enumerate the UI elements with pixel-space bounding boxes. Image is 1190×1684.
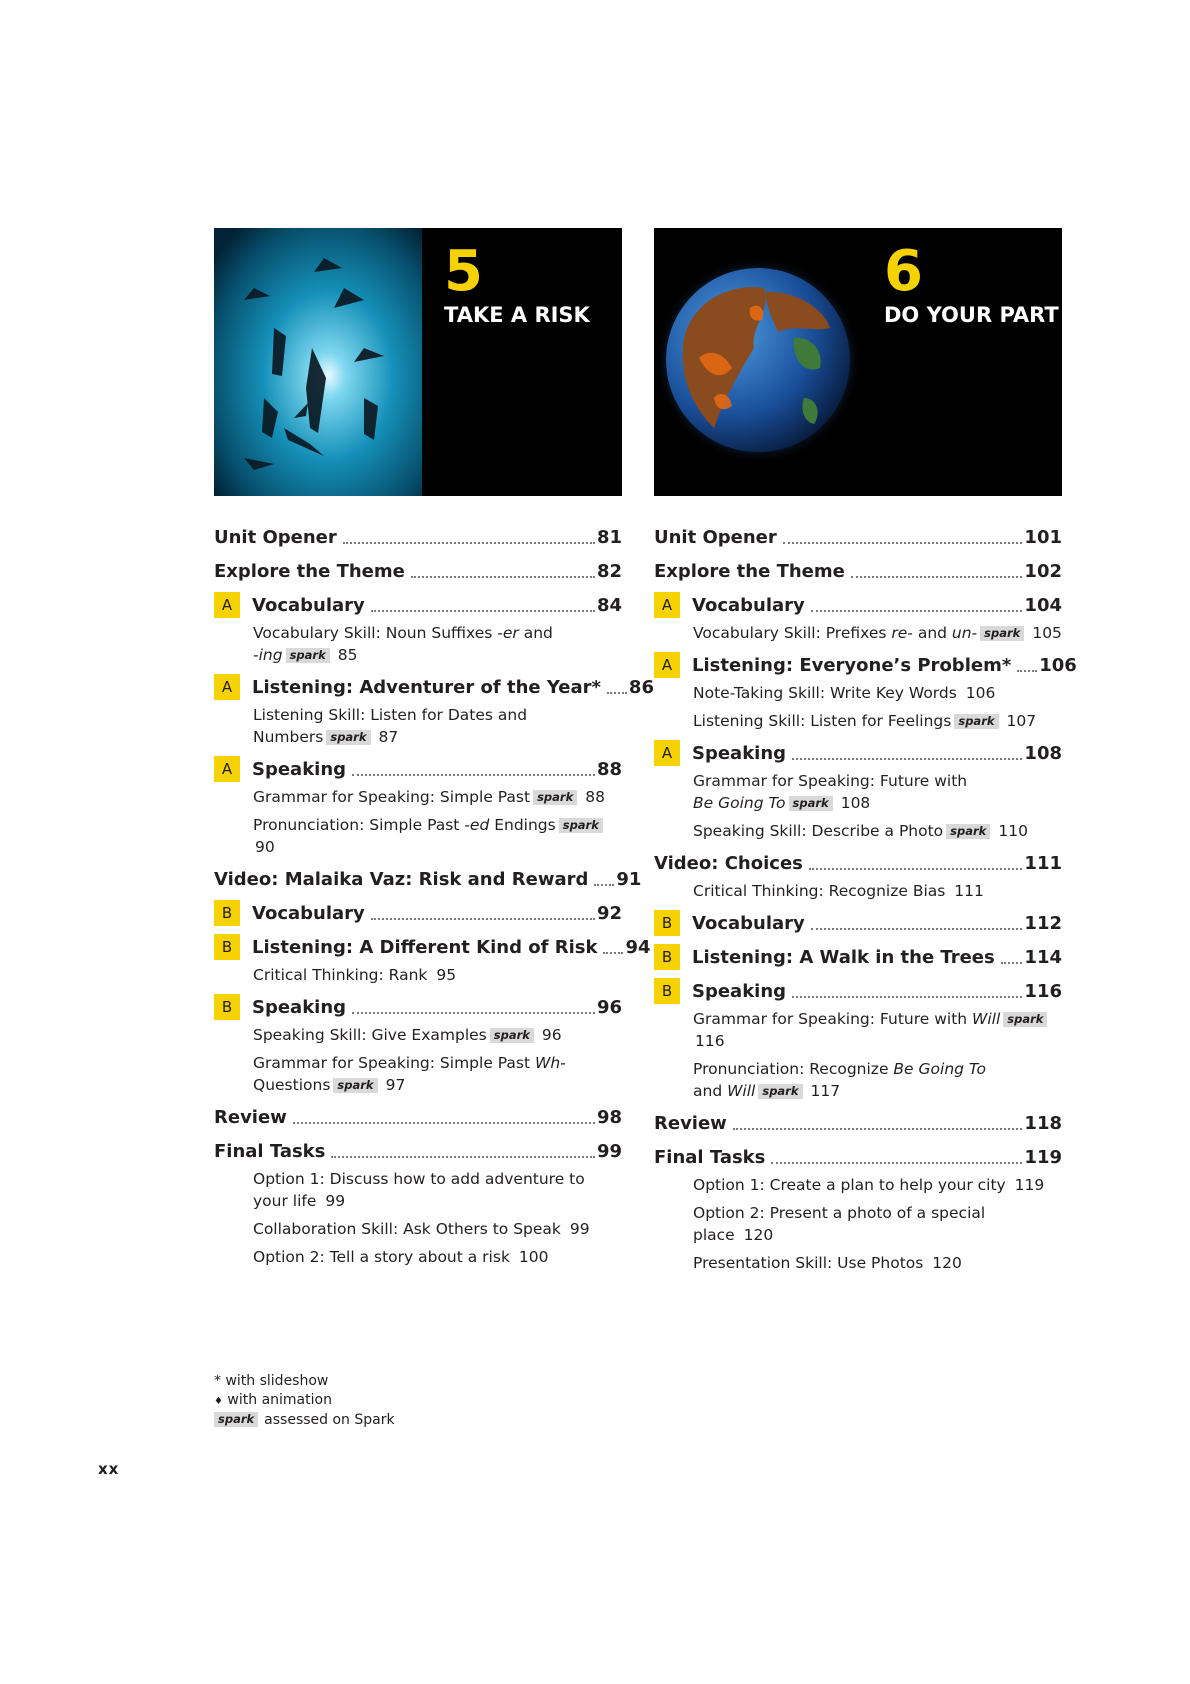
subentry-text: Option 1: Create a plan to help your city: [693, 1176, 1006, 1194]
subentry-text: Be Going To: [693, 794, 786, 812]
toc-entry-line: [214, 1140, 622, 1164]
toc-entry-title: Listening: A Different Kind of Risk: [252, 937, 598, 958]
toc-entry: [214, 526, 622, 550]
toc-entry-title: Review: [654, 1113, 727, 1134]
unit-5-column: [214, 228, 654, 1278]
spark-badge: spark: [758, 1084, 802, 1099]
subentry-text: Speaking Skill: Describe a Photo: [693, 822, 944, 840]
subentry-page: 85: [337, 646, 358, 664]
subentry-page: 100: [518, 1248, 549, 1266]
toc-entry-page: 96: [596, 997, 622, 1018]
subentry-text: Option 2: Tell a story about a risk: [253, 1248, 510, 1266]
toc-entry: [214, 560, 622, 584]
section-badge: B: [214, 994, 240, 1020]
toc-entry-title: Unit Opener: [654, 527, 777, 548]
subentry-text: Numbers: [253, 728, 324, 746]
animation-symbol-icon: ♦: [214, 1396, 223, 1407]
toc-subentry: [693, 880, 1062, 902]
subentry-page: 120: [743, 1226, 774, 1244]
subentry-text: Critical Thinking: Rank: [253, 966, 428, 984]
dot-leader: [771, 1162, 1022, 1164]
dot-leader: [352, 774, 595, 776]
toc-entry-line: [214, 996, 622, 1020]
spark-badge: spark: [954, 714, 998, 729]
toc-entry: [654, 852, 1062, 902]
dot-leader: [811, 610, 1023, 612]
subentry-text: and: [912, 624, 952, 642]
dot-leader: [792, 758, 1022, 760]
subentry-page: 106: [965, 684, 996, 702]
subentry-text: re-: [891, 624, 913, 642]
toc-entry: [214, 902, 622, 926]
toc-entry: [654, 560, 1062, 584]
toc-entry-title: Vocabulary: [252, 903, 365, 924]
toc-entry-line: [654, 742, 1062, 766]
toc-entry: [654, 594, 1062, 644]
section-badge: A: [654, 592, 680, 618]
toc-entry-page: 94: [625, 937, 651, 958]
subentry-text: Vocabulary Skill: Prefixes: [693, 624, 892, 642]
dot-leader: [783, 542, 1023, 544]
toc-entry-page: 116: [1024, 981, 1062, 1002]
subentry-page: 87: [378, 728, 399, 746]
dot-leader: [851, 576, 1023, 578]
toc-subentries: [214, 964, 622, 986]
subentry-page: 117: [810, 1082, 841, 1100]
toc-entry-line: [214, 1106, 622, 1130]
toc-entry-page: 118: [1024, 1113, 1062, 1134]
dot-leader: [371, 610, 595, 612]
dot-leader: [811, 928, 1023, 930]
subentry-text: Grammar for Speaking: Simple Past: [253, 788, 531, 806]
toc-subentry: [253, 814, 622, 858]
toc-entry-title: Explore the Theme: [654, 561, 845, 582]
legend: [214, 1372, 395, 1430]
spark-badge: spark: [286, 648, 330, 663]
toc-entry-page: 112: [1024, 913, 1062, 934]
toc-entry: [214, 996, 622, 1096]
subentry-text: Questions: [253, 1076, 331, 1094]
toc-entry-title: Video: Malaika Vaz: Risk and Reward: [214, 869, 589, 890]
dot-leader: [1001, 962, 1023, 964]
subentry-page: 116: [695, 1032, 725, 1050]
toc-entry-line: [654, 526, 1062, 550]
toc-entry-line: [214, 936, 651, 960]
subentry-text: un-: [951, 624, 978, 642]
subentry-page: 95: [436, 966, 457, 984]
unit-number: 5: [444, 239, 483, 304]
subentry-page: 88: [585, 788, 605, 806]
toc-subentry: [253, 1024, 622, 1046]
toc-list: [214, 526, 654, 1268]
dot-leader: [352, 1012, 595, 1014]
subentry-text: and: [693, 1082, 728, 1100]
spark-badge: spark: [980, 626, 1024, 641]
legend-spark-row: [214, 1411, 395, 1430]
toc-entry-page: 102: [1024, 561, 1062, 582]
toc-subentries: [654, 770, 1062, 842]
toc-entry-page: 111: [1024, 853, 1062, 874]
subentry-text: Option 1: Discuss how to add adventure to: [253, 1170, 585, 1188]
subentry-page: 120: [932, 1254, 962, 1272]
subentry-page: 110: [998, 822, 1028, 840]
section-badge: A: [654, 740, 680, 766]
toc-subentry: [693, 682, 1062, 704]
dot-leader: [603, 952, 623, 954]
toc-entry: [654, 1112, 1062, 1136]
legend-animation: with animation: [227, 1392, 332, 1408]
toc-subentry: [693, 622, 1062, 644]
section-badge: B: [214, 900, 240, 926]
toc-entry: [654, 654, 1077, 732]
subentry-text: and: [518, 624, 553, 642]
toc-entry: [214, 676, 654, 748]
toc-entry-line: [214, 594, 622, 618]
dot-leader: [293, 1122, 595, 1124]
unit-title: TAKE A RISK: [444, 303, 590, 327]
section-badge: B: [654, 978, 680, 1004]
dot-leader: [1017, 670, 1037, 672]
subentry-text: Grammar for Speaking: Future with: [693, 1010, 973, 1028]
section-badge: B: [654, 910, 680, 936]
subentry-page: 111: [954, 882, 984, 900]
toc-subentry: [253, 1246, 622, 1268]
section-badge: A: [214, 756, 240, 782]
toc-entry: [654, 912, 1062, 936]
subentry-text: -ing: [253, 646, 283, 664]
toc-subentries: [214, 704, 622, 748]
subentry-text: Speaking Skill: Give Examples: [253, 1026, 487, 1044]
toc-subentry: [693, 1252, 1062, 1274]
toc-entry: [214, 1106, 622, 1130]
toc-entry-title: Vocabulary: [692, 595, 805, 616]
subentry-text: Pronunciation: Recognize: [693, 1060, 894, 1078]
subentry-text: Presentation Skill: Use Photos: [693, 1254, 924, 1272]
subentry-text: -ed: [464, 816, 490, 834]
toc-subentry: [253, 1052, 622, 1096]
toc-entry-title: Speaking: [692, 743, 787, 764]
spark-badge: spark: [533, 790, 577, 805]
subentry-page: 99: [325, 1192, 346, 1210]
toc-subentries: [654, 622, 1062, 644]
subentry-page: 90: [255, 838, 275, 856]
toc-subentries: [654, 880, 1062, 902]
subentry-text: Critical Thinking: Recognize Bias: [693, 882, 946, 900]
section-badge: B: [654, 944, 680, 970]
sharks-photo: [214, 228, 422, 496]
subentry-text: -er: [497, 624, 519, 642]
dot-leader: [371, 918, 595, 920]
unit-5-banner: [214, 228, 622, 496]
subentry-text: Collaboration Skill: Ask Others to Speak: [253, 1220, 561, 1238]
section-badge: A: [654, 652, 680, 678]
toc-subentries: [214, 786, 622, 858]
subentry-page: 105: [1032, 624, 1062, 642]
toc-entry-title: Speaking: [252, 759, 347, 780]
page-number: xx: [98, 1460, 120, 1478]
toc-entry-line: [214, 902, 622, 926]
subentry-text: Wh-: [535, 1054, 566, 1072]
toc-entry: [214, 936, 651, 986]
subentry-text: Listening Skill: Listen for Dates and: [253, 706, 528, 724]
subentry-text: Be Going To: [893, 1060, 986, 1078]
toc-subentries: [654, 1008, 1062, 1102]
dot-leader: [331, 1156, 595, 1158]
legend-slideshow: * with slideshow: [214, 1373, 329, 1389]
toc-subentry: [253, 786, 622, 808]
toc-entry-title: Vocabulary: [252, 595, 365, 616]
toc-subentry: [253, 704, 622, 748]
toc-entry: [654, 742, 1062, 842]
subentry-text: your life: [253, 1192, 317, 1210]
spark-badge: spark: [333, 1078, 377, 1093]
subentry-text: Grammar for Speaking: Simple Past: [253, 1054, 536, 1072]
dot-leader: [594, 884, 614, 886]
toc-entry-line: [654, 594, 1062, 618]
toc-entry-title: Listening: Everyone’s Problem*: [692, 655, 1012, 676]
toc-subentry: [693, 820, 1062, 842]
dot-leader: [411, 576, 595, 578]
toc-entry-title: Listening: A Walk in the Trees: [692, 947, 995, 968]
toc-entry-page: 99: [596, 1141, 622, 1162]
toc-entry-title: Explore the Theme: [214, 561, 405, 582]
toc-subentries: [654, 682, 1062, 732]
toc-subentries: [214, 1024, 622, 1096]
subentry-text: Option 2: Present a photo of a special place: [693, 1204, 986, 1244]
spark-badge: spark: [789, 796, 833, 811]
toc-entry: [654, 980, 1062, 1102]
toc-entry-title: Final Tasks: [214, 1141, 326, 1162]
unit-6-column: [654, 228, 1077, 1284]
subentry-text: Endings: [489, 816, 556, 834]
toc-entry-title: Video: Choices: [654, 853, 803, 874]
dot-leader: [343, 542, 595, 544]
toc-entry: [654, 946, 1062, 970]
toc-entry-title: Vocabulary: [692, 913, 805, 934]
toc-entry-title: Review: [214, 1107, 287, 1128]
subentry-text: Note-Taking Skill: Write Key Words: [693, 684, 957, 702]
section-badge: B: [214, 934, 240, 960]
toc-entry-line: [214, 868, 642, 892]
toc-entry-page: 101: [1024, 527, 1062, 548]
toc-entry-line: [654, 654, 1077, 678]
toc-subentry: [253, 622, 622, 666]
toc-entry-line: [654, 946, 1062, 970]
toc-subentry: [253, 964, 622, 986]
spark-badge: spark: [214, 1412, 258, 1427]
unit-title: DO YOUR PART: [884, 303, 1059, 327]
toc-entry: [214, 1140, 622, 1268]
toc-subentry: [693, 1174, 1062, 1196]
toc-entry: [214, 594, 622, 666]
toc-entry-page: 82: [596, 561, 622, 582]
toc-entry-page: 119: [1024, 1147, 1062, 1168]
dot-leader: [733, 1128, 1023, 1130]
toc-entry-line: [214, 526, 622, 550]
toc-entry-line: [654, 980, 1062, 1004]
toc-entry-page: 92: [596, 903, 622, 924]
toc-subentry: [693, 710, 1062, 732]
toc-entry-line: [654, 1112, 1062, 1136]
toc-subentry: [693, 1008, 1062, 1052]
subentry-page: 119: [1014, 1176, 1045, 1194]
toc-subentry: [253, 1168, 622, 1212]
subentry-page: 107: [1006, 712, 1037, 730]
subentry-page: 97: [385, 1076, 406, 1094]
spark-badge: spark: [1003, 1012, 1047, 1027]
subentry-page: 99: [569, 1220, 590, 1238]
toc-entry: [654, 526, 1062, 550]
toc-entry: [214, 758, 622, 858]
spark-badge: spark: [326, 730, 370, 745]
toc-entry-page: 114: [1024, 947, 1062, 968]
toc-entry-line: [214, 560, 622, 584]
subentry-page: 96: [541, 1026, 562, 1044]
toc-entry-line: [214, 676, 654, 700]
section-badge: A: [214, 674, 240, 700]
toc-entry: [654, 1146, 1062, 1274]
toc-subentry: [693, 1058, 1062, 1102]
legend-animation-row: [214, 1391, 395, 1411]
subentry-text: Grammar for Speaking: Future with: [693, 772, 968, 790]
toc-list: [654, 526, 1077, 1274]
toc-entry-page: 98: [596, 1107, 622, 1128]
section-badge: A: [214, 592, 240, 618]
toc-subentries: [214, 622, 622, 666]
toc-entry-title: Final Tasks: [654, 1147, 766, 1168]
toc-entry-page: 81: [596, 527, 622, 548]
toc-subentry: [253, 1218, 622, 1240]
toc-entry-line: [214, 758, 622, 782]
toc-entry-page: 88: [596, 759, 622, 780]
earth-photo: [654, 228, 862, 496]
subentry-page: 108: [840, 794, 871, 812]
dot-leader: [809, 868, 1023, 870]
toc-entry-page: 86: [628, 677, 654, 698]
toc-entry-line: [654, 852, 1062, 876]
toc-entry-title: Speaking: [692, 981, 787, 1002]
legend-spark: assessed on Spark: [264, 1412, 395, 1428]
spark-badge: spark: [559, 818, 603, 833]
subentry-text: Will: [972, 1010, 1001, 1028]
toc-entry-line: [654, 912, 1062, 936]
toc-subentry: [693, 770, 1062, 814]
toc-entry-page: 106: [1039, 655, 1077, 676]
dot-leader: [607, 692, 627, 694]
toc-entry-title: Speaking: [252, 997, 347, 1018]
toc-entry-title: Unit Opener: [214, 527, 337, 548]
subentry-text: Will: [727, 1082, 756, 1100]
toc-entry-page: 108: [1024, 743, 1062, 764]
spark-badge: spark: [946, 824, 990, 839]
toc-subentries: [654, 1174, 1062, 1274]
spark-badge: spark: [490, 1028, 534, 1043]
toc-subentries: [214, 1168, 622, 1268]
toc-entry-title: Listening: Adventurer of the Year*: [252, 677, 601, 698]
toc-entry: [214, 868, 642, 892]
toc-entry-page: 91: [616, 869, 642, 890]
toc-entry-page: 104: [1024, 595, 1062, 616]
toc-entry-line: [654, 1146, 1062, 1170]
toc-entry-line: [654, 560, 1062, 584]
subentry-text: Pronunciation: Simple Past: [253, 816, 465, 834]
unit-6-banner: [654, 228, 1062, 496]
dot-leader: [792, 996, 1022, 998]
toc-subentry: [693, 1202, 1062, 1246]
subentry-text: Vocabulary Skill: Noun Suffixes: [253, 624, 498, 642]
unit-number: 6: [884, 239, 923, 304]
toc-entry-page: 84: [596, 595, 622, 616]
subentry-text: Listening Skill: Listen for Feelings: [693, 712, 952, 730]
